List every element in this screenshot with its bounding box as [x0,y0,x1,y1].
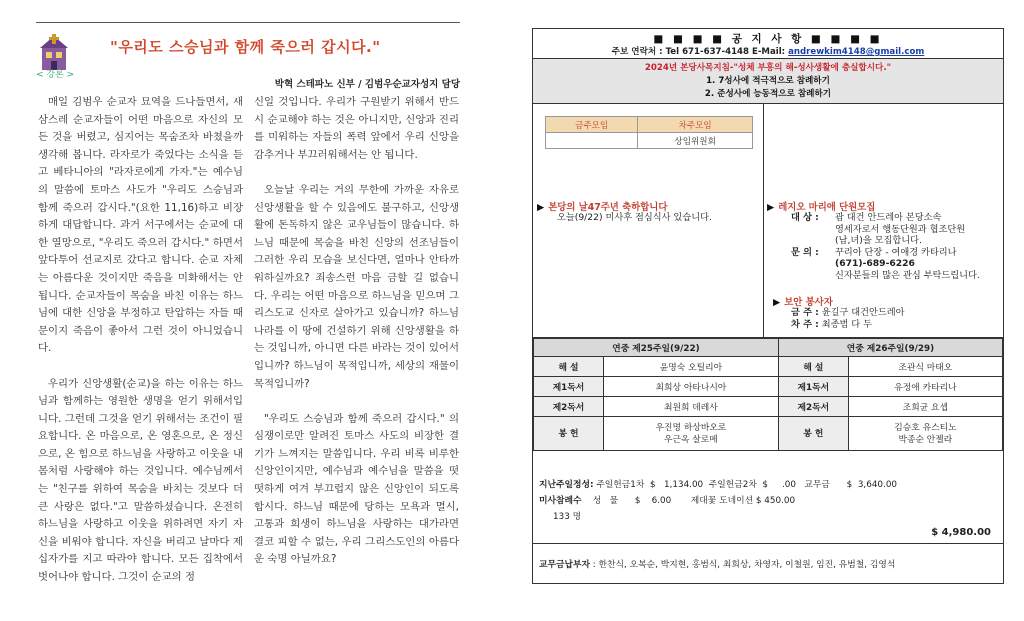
meetings-this-week [546,133,638,149]
notice-page [532,28,1004,584]
donors-line [539,557,895,570]
triangle-bullet-icon: ▶ [537,202,545,213]
role-label: 제2독서 [778,397,848,417]
legio-title-text: 레지오 마리애 단원모집 [778,202,876,213]
week-b-person: 유정애 카타리나 [848,377,1002,397]
week-b-person: 조관식 마태오 [848,357,1002,377]
theme-line-1: 2024년 본당사목지침-"성체 부흥의 해-성사생활에 충실합시다." [644,63,892,73]
contact-email-link[interactable]: andrewkim4148@gmail.com [788,47,925,57]
anniversary-body: 오늘(9/22) 미사후 점심식사 있습니다. [557,212,712,223]
finance-label-offering: 지난주일정성: [539,480,594,490]
paragraph: 매일 김범우 순교자 묘역을 드나들면서, 새삼스레 순교자들이 어떤 마음으로 자신의 모든 것을 버렸고, 심지어는 목숨조차 바쳤을까 생각해 봅니다. 라자로가 죽었다는 소식을 듣고 베타니아의 "라자로에게 가자."는 예수님의 말씀에 토마스 사도가 "우리도 스승님과 함께 죽으러 갑시다."(요한 11,16)하고 비장하게 대답합니다. 과거 서구에서는 순교에 대한 열망으로, "우리도 죽으러 갑시다." 하면서 앞다투어 선교지로 갔다고 합니다. 순교 자체는 아름다운 것이지만 죽음을 미화해서는 안됩니다. 순교자들이 목숨을 바친 이유는 하느님에 대한 신앙을 부정하고 탄압하는 자들 때문이지 죽음이 좋아서 그런 것이 아니었습니다. [38,96,243,355]
service-title-text: 보안 봉사자 [784,297,833,308]
week-a-person: 우진명 하상바오로 우근옥 살로메 [604,417,779,451]
week-a-header: 연중 제25주일(9/22) [534,339,779,357]
service-this-week-label: 금 주 : [791,307,819,318]
paragraph: "우리도 스승님과 함께 죽으러 갑시다." 의심쟁이로만 알려진 토마스 사도의 비장한 결기가 느껴지는 말씀입니다. 우리 비록 비루한 신앙인이지만, 예수님과 예수님을 말씀을 떳떳하게 여겨 부끄럽지 않은 신앙인이 되도록 합시다. 하느님 때문에 당하는 모욕과 멸시, 고통과 희생이 하느님을 사랑하는 대가라면 결코 피할 수 없는, 우리 그리스도인의 아름다운 숙명 아닐까요? [254,412,459,566]
week-a-person: 윤명숙 오틸리아 [604,357,779,377]
table-row [534,417,1003,451]
meetings-header-next-week: 차주모임 [638,117,753,133]
role-label: 해 설 [778,357,848,377]
divider [533,543,1003,544]
finance-misc-line: 성 물 $ 6.00 제대꽃 도네이션 $ 450.00 [592,496,796,506]
legio-contact-line: 신자분들의 많은 관심 부탁드립니다. [835,269,980,281]
donors-label: 교무금납부자 [539,560,590,570]
top-rule [36,22,460,23]
legio-body [791,212,980,281]
homily-column-2 [254,94,459,587]
meetings-table [545,116,753,149]
finance-label-attendance: 미사참례수 [539,496,582,506]
paragraph: 우리가 신앙생활(순교)을 하는 이유는 하느님과 함께하는 영원한 생명을 얻기 위해서입니다. 그런데 그것을 얻기 위해서는 조건이 필요합니다. 온 마음으로, 온 영혼으로, 온 정신으로, 온 힘으로 하느님을 사랑하고 이웃을 내 몸처럼 사랑해야 하는 것입니다. 예수님께서는 "친구를 위하여 목숨을 바치는 것보다 더 큰 사랑은 없다."고 말씀하셨습니다. 온전히 하느님을 사랑하고 이웃을 위하려면 자기 자신을 비워야 합니다. 자신을 버리고 날마다 제 십자가를 지고 따라야 합니다. 모든 집착에서 벗어나야 합니다. 그것이 순교의 정 [38,377,243,584]
homily-title: "우리도 스승님과 함께 죽으러 갑시다." [110,38,381,56]
table-row [534,357,1003,377]
theme-line-2: 1. 7성사에 적극적으로 참례하기 [706,76,830,86]
service-body [791,307,905,330]
homily-author: 박혁 스테파노 신부 / 김범우순교자성지 담당 [274,79,460,90]
service-next-week-label: 차 주 : [791,318,819,330]
week-a-person: 최원희 데레사 [604,397,779,417]
role-label: 제1독서 [778,377,848,397]
table-row [534,377,1003,397]
attendance-count: 133 명 [553,512,582,522]
homily-column-1 [38,94,243,604]
finance-offering-line: 주일헌금1차 $ 1,134.00 주일헌금2차 $ .00 교무금 $ 3,640.00 [596,480,898,490]
contact-line [533,45,1003,57]
homily-page [0,0,470,621]
triangle-bullet-icon: ▶ [773,297,781,308]
legio-target-label: 대 상 : [791,212,819,223]
theme-line-3: 2. 준성사에 능동적으로 참례하기 [704,89,832,99]
legio-target-line: (남,녀)을 모집합니다. [835,235,922,246]
role-label: 봉 헌 [534,417,604,451]
role-label: 해 설 [534,357,604,377]
anniversary-title-text: 본당의 날47주년 축하합니다 [548,202,668,213]
legio-target-line: 영세자로서 행동단원과 협조단원 [835,223,966,235]
legio-notice-title [767,199,875,213]
paragraph: 신일 것입니다. 우리가 구원받기 위해서 반드시 순교해야 하는 것은 아니지만, 신앙과 진리를 미워하는 자들의 폭력 앞에서 우리 신앙을 감추거나 부끄러워해서는 안 됩니다. [254,96,459,161]
paragraph: 오늘날 우리는 거의 무한에 가까운 자유로 신앙생활을 할 수 있음에도 불구하고, 신앙생활에 돈독하지 않은 교우님들이 많습니다. 하느님 때문에 목숨을 바친 신앙의 선조님들이 그러한 우리 모습을 보신다면, 얼마나 안타까워하실까요? 죄송스런 마음 금할 길 없습니다. 우리는 어떤 마음으로 하느님을 믿으며 그리스도교 신자로 살아가고 있습니까? 하느님 나라를 이 땅에 건설하기 위해 신앙생활을 하는 것입니까, 아니면 다른 바라는 것이 있어서입니까? 하느님이 목적입니까, 세상의 재물이 목적입니까? [254,183,459,390]
finance-total: $ 4,980.00 [931,527,991,538]
contact-label: 주보 연락처 : Tel 671-637-4148 E-Mail: [611,47,789,57]
anniversary-notice-title [537,199,667,213]
week-b-person: 조희균 요셉 [848,397,1002,417]
legio-contact-line: 꾸리아 단장 - 여애경 카타리나 [835,246,957,258]
role-label: 봉 헌 [778,417,848,451]
week-a-person: 최희상 아타나시아 [604,377,779,397]
role-label: 제2독서 [534,397,604,417]
notice-title: ■ ■ ■ ■ 공 지 사 항 ■ ■ ■ ■ [653,33,883,45]
donors-names: : 한찬식, 오복순, 박지현, 홍범식, 최희상, 차영자, 이철원, 임진, 유범철, 김영석 [592,560,896,570]
legio-phone: (671)-689-6226 [835,258,915,269]
pastoral-theme [533,59,1003,104]
table-row [534,397,1003,417]
legio-target-line: 괌 대건 안드레아 본당소속 [835,212,942,223]
service-notice-title [773,294,833,308]
logo-caption: < 강론 > [36,70,75,80]
service-next-week: 최종범 다 두 [821,318,872,330]
meetings-next-week: 상임위원회 [638,133,753,149]
service-this-week: 윤길구 대건안드레아 [821,307,905,318]
liturgy-schedule-table [533,338,1003,451]
triangle-bullet-icon: ▶ [767,202,775,213]
role-label: 제1독서 [534,377,604,397]
week-b-person: 김승호 유스티노 박종순 안젤라 [848,417,1002,451]
notices-section [533,104,1003,338]
column-divider [763,104,764,338]
legio-contact-label: 문 의 : [791,246,819,258]
meetings-header-this-week: 금주모임 [546,117,638,133]
finance-summary [539,477,897,525]
week-b-header: 연중 제26주일(9/29) [778,339,1002,357]
